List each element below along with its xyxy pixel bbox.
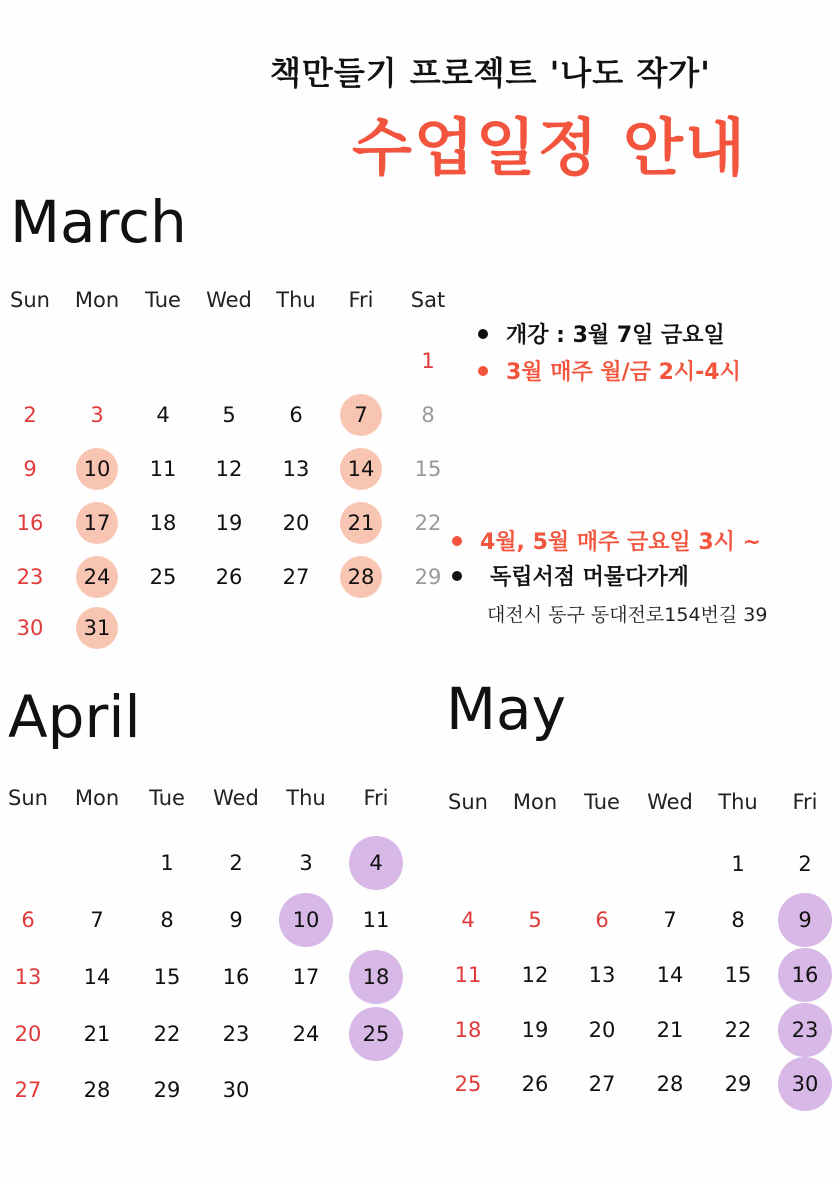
bullet-icon — [478, 329, 488, 339]
calendar-day: 25 — [454, 1072, 482, 1096]
calendar-day: 3 — [90, 403, 104, 427]
calendar-day: 18 — [454, 1018, 482, 1042]
calendar-day: 7 — [90, 908, 104, 932]
weekday-label: Mon — [512, 790, 558, 814]
weekday-label: Wed — [213, 786, 259, 810]
calendar-day: 29 — [724, 1072, 752, 1096]
calendar-day: 2 — [23, 403, 37, 427]
month-title-april: April — [8, 683, 141, 751]
bullet-icon — [478, 366, 488, 376]
calendar-day: 2 — [798, 852, 812, 876]
calendar-day: 29 — [153, 1078, 181, 1102]
calendar-day: 11 — [362, 908, 390, 932]
calendar-day: 28 — [83, 1078, 111, 1102]
calendar-day: 1 — [731, 852, 745, 876]
weekday-label: Sun — [448, 790, 488, 814]
page-title: 수업일정 안내 — [352, 111, 747, 184]
calendar-day: 15 — [414, 457, 442, 481]
calendar-day: 19 — [215, 511, 243, 535]
calendar-day: 26 — [521, 1072, 549, 1096]
calendar-day: 4 — [369, 851, 383, 875]
weekday-label: Fri — [792, 790, 818, 814]
calendar-day: 23 — [791, 1018, 819, 1042]
calendar-day: 6 — [21, 908, 35, 932]
calendar-day: 16 — [16, 511, 44, 535]
calendar-day: 9 — [229, 908, 243, 932]
calendar-day: 19 — [521, 1018, 549, 1042]
calendar-day: 8 — [421, 403, 435, 427]
note-opening — [478, 318, 725, 349]
calendar-day: 24 — [292, 1022, 320, 1046]
note-apr-may-schedule — [452, 525, 761, 556]
calendar-day: 3 — [299, 851, 313, 875]
calendar-day: 20 — [588, 1018, 616, 1042]
weekday-label: Wed — [206, 288, 252, 312]
calendar-day: 25 — [362, 1022, 390, 1046]
calendar-day: 16 — [791, 963, 819, 987]
weekday-label: Tue — [145, 288, 181, 312]
calendar-day: 15 — [153, 965, 181, 989]
weekday-label: Fri — [348, 288, 374, 312]
weekday-label: Sat — [410, 288, 446, 312]
weekday-label: Mon — [74, 786, 120, 810]
month-title-may: May — [446, 675, 566, 743]
page-subtitle: 책만들기 프로젝트 '나도 작가' — [270, 54, 711, 92]
calendar-day: 9 — [798, 908, 812, 932]
note-venue — [452, 560, 689, 591]
calendar-day: 2 — [229, 851, 243, 875]
calendar-day: 18 — [362, 965, 390, 989]
calendar-day: 14 — [656, 963, 684, 987]
bullet-icon — [452, 536, 462, 546]
calendar-day: 22 — [724, 1018, 752, 1042]
calendar-day: 5 — [528, 908, 542, 932]
calendar-day: 22 — [414, 511, 442, 535]
calendar-day: 8 — [731, 908, 745, 932]
calendar-day: 30 — [16, 616, 44, 640]
calendar-day: 13 — [282, 457, 310, 481]
calendar-day: 12 — [215, 457, 243, 481]
calendar-day: 23 — [16, 565, 44, 589]
calendar-day: 27 — [14, 1078, 42, 1102]
calendar-day: 13 — [14, 965, 42, 989]
weekday-label: Thu — [286, 786, 326, 810]
calendar-day: 15 — [724, 963, 752, 987]
calendar-day: 4 — [156, 403, 170, 427]
calendar-day: 16 — [222, 965, 250, 989]
calendar-day: 12 — [521, 963, 549, 987]
calendar-day: 10 — [292, 908, 320, 932]
weekday-label: Tue — [149, 786, 185, 810]
calendar-day: 31 — [83, 616, 111, 640]
calendar-day: 21 — [656, 1018, 684, 1042]
calendar-day: 13 — [588, 963, 616, 987]
weekday-label: Fri — [363, 786, 389, 810]
note-address: 대전시 동구 동대전로154번길 39 — [487, 604, 768, 626]
calendar-day: 7 — [354, 403, 368, 427]
weekday-label: Thu — [718, 790, 758, 814]
note-opening-text: 개강 : 3월 7일 금요일 — [506, 323, 725, 348]
calendar-day: 22 — [153, 1022, 181, 1046]
weekday-label: Sun — [8, 786, 48, 810]
calendar-day: 5 — [222, 403, 236, 427]
calendar-day: 7 — [663, 908, 677, 932]
calendar-day: 30 — [222, 1078, 250, 1102]
calendar-day: 30 — [791, 1072, 819, 1096]
calendar-day: 27 — [282, 565, 310, 589]
calendar-day: 1 — [160, 851, 174, 875]
calendar-day: 10 — [83, 457, 111, 481]
calendar-day: 17 — [83, 511, 111, 535]
calendar-day: 21 — [83, 1022, 111, 1046]
weekday-label: Wed — [647, 790, 693, 814]
calendar-day: 6 — [289, 403, 303, 427]
calendar-day: 25 — [149, 565, 177, 589]
calendar-day: 18 — [149, 511, 177, 535]
weekday-label: Sun — [10, 288, 50, 312]
weekday-label: Mon — [74, 288, 120, 312]
calendar-day: 1 — [421, 349, 435, 373]
calendar-day: 27 — [588, 1072, 616, 1096]
calendar-day: 21 — [347, 511, 375, 535]
calendar-day: 24 — [83, 565, 111, 589]
calendar-day: 26 — [215, 565, 243, 589]
calendar-day: 4 — [461, 908, 475, 932]
calendar-day: 14 — [83, 965, 111, 989]
note-march-schedule — [478, 355, 741, 386]
calendar-day: 17 — [292, 965, 320, 989]
note-apr-may-schedule-text: 4월, 5월 매주 금요일 3시 ~ — [480, 530, 762, 555]
calendar-day: 14 — [347, 457, 375, 481]
calendar-day: 11 — [454, 963, 482, 987]
bullet-icon — [452, 571, 462, 581]
calendar-day: 6 — [595, 908, 609, 932]
calendar-day: 28 — [656, 1072, 684, 1096]
calendar-day: 11 — [149, 457, 177, 481]
calendar-day: 23 — [222, 1022, 250, 1046]
note-venue-text: 독립서점 머물다가게 — [490, 565, 689, 590]
calendar-day: 20 — [282, 511, 310, 535]
month-title-march: March — [10, 188, 187, 256]
weekday-label: Tue — [584, 790, 620, 814]
calendar-day: 9 — [23, 457, 37, 481]
weekday-label: Thu — [276, 288, 316, 312]
note-march-schedule-text: 3월 매주 월/금 2시-4시 — [506, 360, 741, 385]
calendar-day: 29 — [414, 565, 442, 589]
calendar-day: 20 — [14, 1022, 42, 1046]
calendar-day: 28 — [347, 565, 375, 589]
calendar-day: 8 — [160, 908, 174, 932]
